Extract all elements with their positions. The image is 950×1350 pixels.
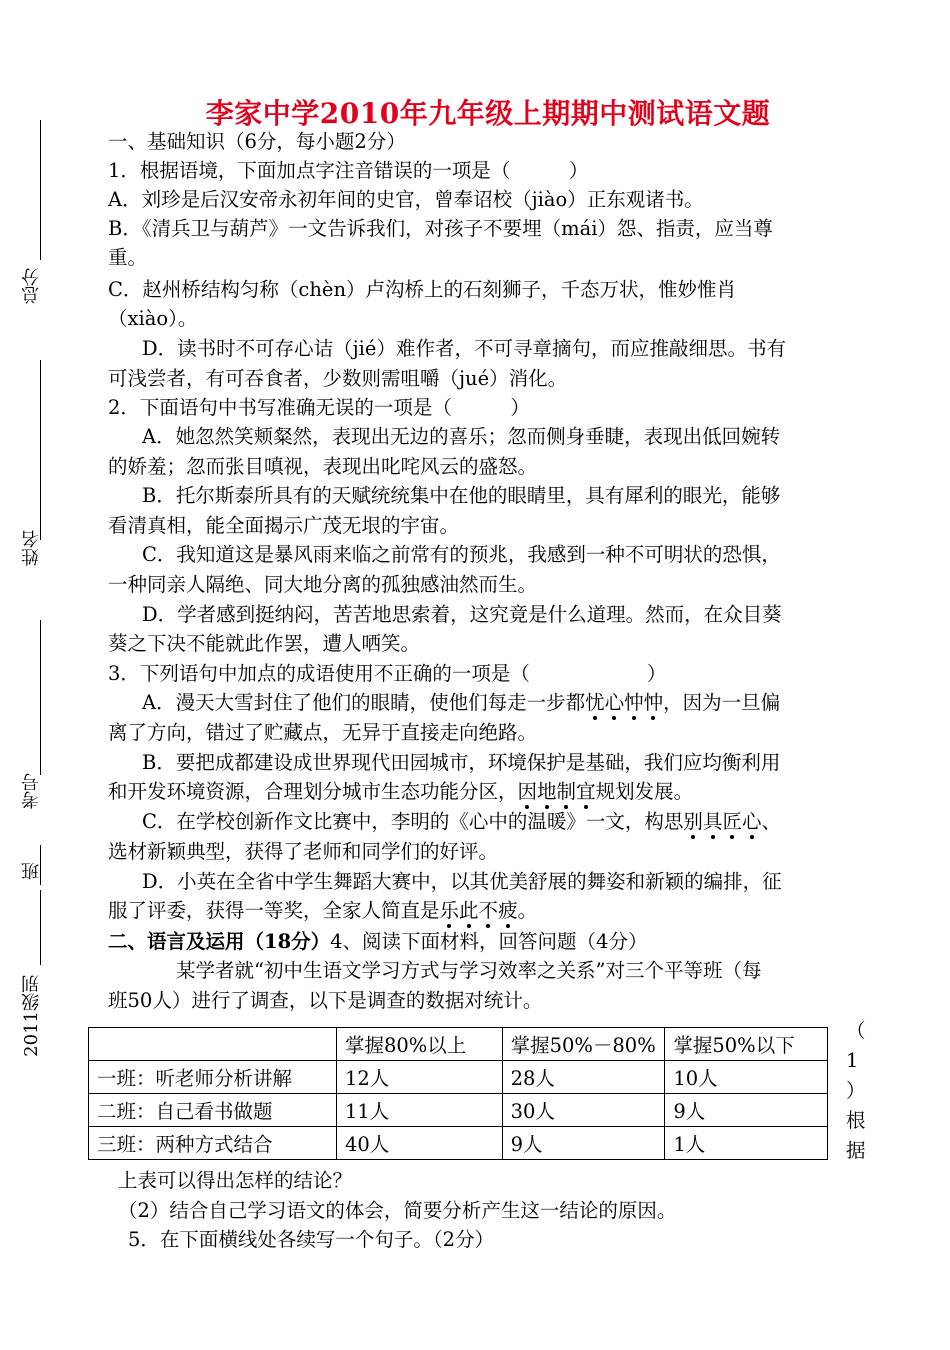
- q3-option-b-text: 和开发环境资源，合理划分城市生态功能分区，: [108, 780, 518, 803]
- question-2: 2．下面语句中书写准确无误的一项是（ ）: [108, 396, 530, 419]
- emphasis-dot-char: 心: [741, 810, 762, 833]
- q2-option-c: C．我知道这是暴风雨来临之前常有的预兆，我感到一种不可明状的恐惧，: [142, 543, 781, 566]
- class-label: 班: [21, 862, 42, 880]
- side-text-char: 根: [846, 1109, 866, 1132]
- question-1: 1．根据语境，下面加点字注音错误的一项是（ ）: [108, 159, 589, 182]
- q2-option-b-cont: 看清真相，能全面揭示广茂无垠的宇宙。: [108, 514, 460, 537]
- table-cell: 一班：听老师分析讲解: [89, 1061, 337, 1094]
- emphasis-dot-char: 疲: [498, 899, 518, 922]
- side-text-char: 1: [846, 1049, 859, 1072]
- table-cell: 40人: [336, 1127, 502, 1160]
- q2-option-b: B．托尔斯泰所具有的天赋统统集中在他的眼睛里，具有犀利的眼光，能够: [142, 484, 781, 507]
- emphasis-dot-char: 具: [702, 810, 723, 833]
- name-label: 姓名: [21, 530, 42, 566]
- page-title: 李家中学2010年九年级上期期中测试语文题: [205, 97, 771, 130]
- dotted-idiom-c: [683, 810, 761, 833]
- q3-option-d-cont: [108, 896, 878, 926]
- table-row: [89, 1061, 828, 1094]
- dotted-idiom-d: [440, 899, 518, 922]
- score-label: 总分: [21, 268, 42, 304]
- table-cell: 9人: [665, 1094, 828, 1127]
- emphasis-dot-char: 此: [459, 899, 479, 922]
- q1-option-b-cont: 重。: [108, 246, 148, 269]
- emphasis-dot-char: 制: [556, 780, 577, 803]
- binding-line-5: [40, 890, 41, 965]
- q3-option-b-tail: 规划发展。: [595, 780, 694, 803]
- table-header-cell: 掌握50%以下: [665, 1028, 828, 1061]
- emphasis-dot-char: 因: [517, 780, 538, 803]
- q3-option-b-cont: [108, 777, 878, 807]
- q3-option-d: D．小英在全省中学生舞蹈大赛中，以其优美舒展的舞姿和新颖的编排，征: [142, 870, 782, 893]
- table-cell: 30人: [502, 1094, 665, 1127]
- table-cell: 28人: [502, 1061, 665, 1094]
- emphasis-dot-char: 乐: [439, 899, 460, 922]
- q1-option-c: C．赵州桥结构匀称（chèn）卢沟桥上的石刻狮子，千态万状，惟妙惟肖: [108, 278, 736, 301]
- q1-option-d-cont: 可浅尝者，有可吞食者，少数则需咀嚼（jué）消化。: [108, 367, 568, 390]
- question-3: 3．下列语句中加点的成语使用不正确的一项是（ ）: [108, 662, 667, 685]
- q3-option-a-cont: 离了方向，错过了贮藏点，无异于直接走向绝路。: [108, 721, 538, 744]
- question-5: 5．在下面横线处各续写一个句子。（2分）: [128, 1228, 495, 1251]
- exam-no-label: 考号: [21, 773, 42, 809]
- table-header-row: [89, 1028, 828, 1061]
- grade-label: 2011级别: [21, 975, 42, 1057]
- table-cell: 10人: [665, 1061, 828, 1094]
- table-row: [89, 1127, 828, 1160]
- q2-option-d: D．学者感到挺纳闷，苦苦地思索着，这究竟是什么道理。然而，在众目葵: [142, 603, 782, 626]
- emphasis-dot-char: 忧: [585, 691, 605, 714]
- q4-material: 某学者就“初中生语文学习方式与学习效率之关系”对三个平等班（每: [176, 959, 762, 982]
- q2-option-c-cont: 一种同亲人隔绝、同大地分离的孤独感油然而生。: [108, 573, 538, 596]
- section-2-title: 二、语言及运用（18分）: [108, 930, 331, 953]
- emphasis-dot-char: 宜: [576, 780, 596, 803]
- table-cell: 三班：两种方式结合: [89, 1127, 337, 1160]
- table-cell: 1人: [665, 1127, 828, 1160]
- q3-option-c-cont: 选材新颖典型，获得了老师和同学们的好评。: [108, 840, 499, 863]
- q3-option-a-text: A．漫天大雪封住了他们的眼睛，使他们每走一步都: [142, 691, 586, 714]
- binding-line-1: [40, 120, 41, 260]
- side-text-char: ）: [846, 1079, 866, 1102]
- table-header-cell: 掌握80%以上: [336, 1028, 502, 1061]
- q4-material-cont: 班50人）进行了调查，以下是调查的数据对统计。: [108, 989, 543, 1012]
- table-header-cell: [89, 1028, 337, 1061]
- emphasis-dot-char: 心: [604, 691, 625, 714]
- binding-line-3: [40, 620, 41, 775]
- q3-option-b: B．要把成都建设成世界现代田园城市，环境保护是基础，我们应均衡利用: [142, 751, 781, 774]
- q1-option-c-cont: （xiào）。: [108, 307, 198, 330]
- table-row: [89, 1094, 828, 1127]
- q3-option-a: [142, 688, 878, 718]
- q3-option-c-text: C．在学校创新作文比赛中，李明的《心中的温暖》一文，构思: [142, 810, 684, 833]
- q3-option-d-text: 服了评委，获得一等奖，全家人简直是: [108, 899, 440, 922]
- q2-option-a: A．她忽然笑颊粲然，表现出无边的喜乐；忽而侧身垂睫，表现出低回婉转: [142, 425, 781, 448]
- table-cell: 二班：自己看书做题: [89, 1094, 337, 1127]
- emphasis-dot-char: 忡: [624, 691, 644, 714]
- q3-option-c: [142, 807, 878, 837]
- q4-sub-1-cont: 上表可以得出怎样的结论？: [118, 1169, 353, 1192]
- dotted-idiom-b: [518, 780, 596, 803]
- q1-option-b: B．《清兵卫与葫芦》一文告诉我们，对孩子不要埋（mái）怨、指责，应当尊: [108, 217, 773, 240]
- table-header-cell: 掌握50%－80%: [502, 1028, 665, 1061]
- side-text-char: （: [846, 1019, 866, 1042]
- q3-option-c-tail: 、: [761, 810, 781, 833]
- q2-option-d-cont: 葵之下决不能就此作罢，遭人哂笑。: [108, 632, 421, 655]
- q2-option-a-cont: 的娇羞；忽而张目嗔视，表现出叱咤风云的盛怒。: [108, 455, 538, 478]
- q4-sub-2: （2）结合自己学习语文的体会，简要分析产生这一结论的原因。: [118, 1199, 677, 1222]
- section-1-heading: 一、基础知识（6分，每小题2分）: [108, 130, 406, 153]
- q3-option-a-tail: ，因为一旦偏: [663, 691, 781, 714]
- table-cell: 11人: [336, 1094, 502, 1127]
- emphasis-dot-char: 匠: [722, 810, 742, 833]
- emphasis-dot-char: 不: [478, 899, 499, 922]
- q3-option-d-tail: 。: [517, 899, 538, 922]
- q1-option-a: A．刘珍是后汉安帝永初年间的史官，曾奉诏校（jiào）正东观诸书。: [108, 188, 704, 211]
- emphasis-dot-char: 地: [537, 780, 557, 803]
- table-cell: 12人: [336, 1061, 502, 1094]
- survey-table: [88, 1027, 828, 1160]
- side-text-char: 据: [846, 1139, 866, 1162]
- table-cell: 9人: [502, 1127, 665, 1160]
- q1-option-d: D．读书时不可存心诘（jié）难作者，不可寻章摘句，而应推敲细思。书有: [142, 337, 786, 360]
- emphasis-dot-char: 忡: [643, 691, 664, 714]
- binding-line-2: [40, 360, 41, 540]
- dotted-idiom-a: [585, 691, 663, 714]
- section-2-heading: [108, 927, 878, 957]
- question-4: 4、阅读下面材料，回答问题（4分）: [330, 930, 648, 953]
- emphasis-dot-char: 别: [683, 810, 703, 833]
